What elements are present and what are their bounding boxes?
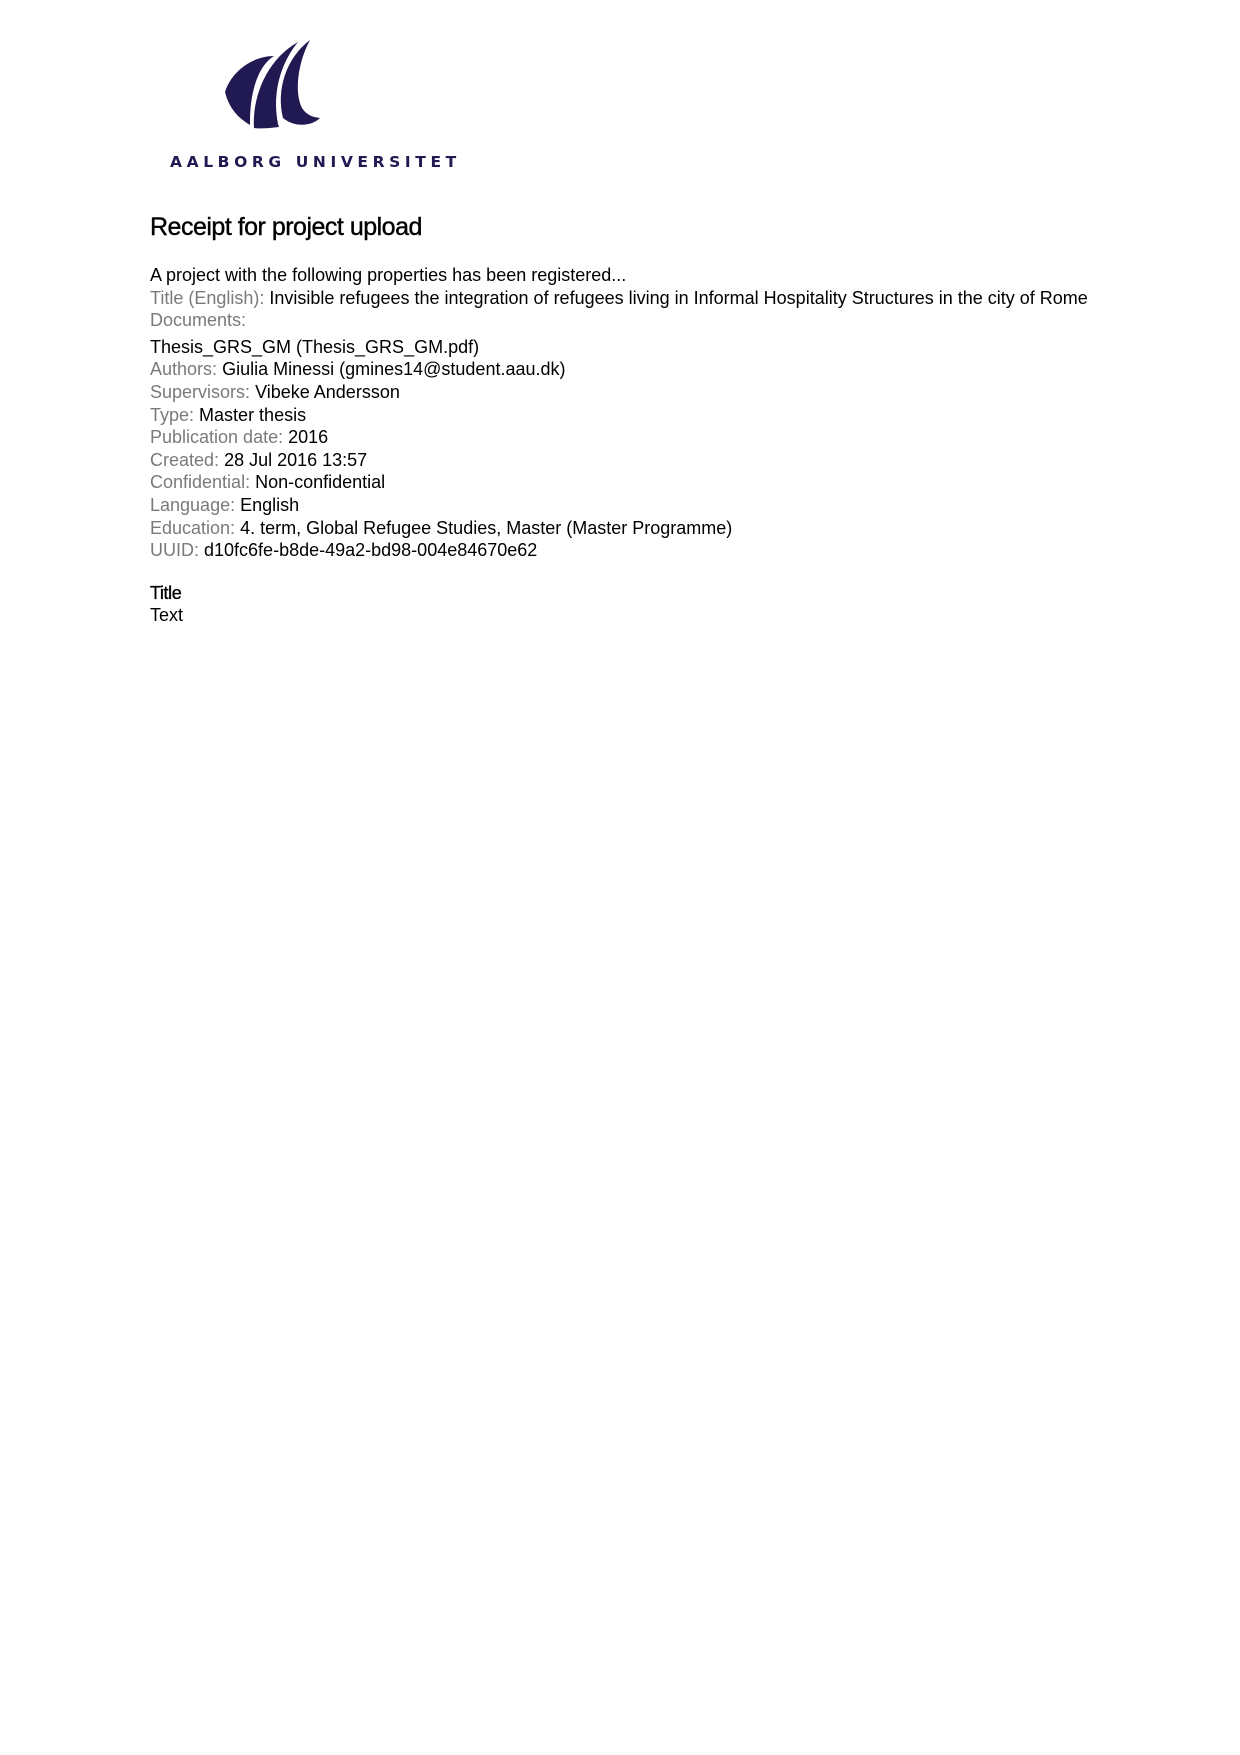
type-value: Master thesis — [199, 404, 307, 425]
type-label: Type: — [150, 404, 195, 425]
page-title: Receipt for project upload — [150, 213, 422, 241]
education-row — [150, 517, 1210, 540]
university-logo — [170, 40, 461, 175]
language-label: Language: — [150, 494, 236, 515]
uuid-label: UUID: — [150, 540, 199, 561]
authors-row — [150, 358, 1210, 381]
logo-text: AALBORG UNIVERSITET — [170, 153, 461, 171]
education-value: 4. term, Global Refugee Studies, Master (Master Programme) — [240, 517, 733, 538]
receipt-content — [150, 210, 1210, 626]
education-label: Education: — [150, 517, 236, 538]
language-value: English — [240, 494, 300, 515]
created-row — [150, 449, 1210, 472]
document-entry[interactable]: Thesis_GRS_GM (Thesis_GRS_GM.pdf) — [150, 336, 480, 357]
publication-date-value: 2016 — [288, 427, 329, 448]
intro-text: A project with the following properties has been registered... — [150, 265, 627, 285]
documents-label: Documents: — [150, 310, 247, 331]
confidential-row — [150, 471, 1210, 494]
publication-date-row — [150, 426, 1210, 449]
authors-value: Giulia Minessi (gmines14@student.aau.dk) — [222, 359, 566, 380]
publication-date-label: Publication date: — [150, 427, 284, 448]
section-text: Text — [150, 604, 184, 625]
supervisors-value: Vibeke Andersson — [255, 381, 400, 402]
documents-row — [150, 309, 1210, 332]
confidential-label: Confidential: — [150, 472, 251, 493]
title-english-row — [150, 287, 1210, 310]
title-english-label: Title (English): — [150, 287, 265, 308]
uuid-value: d10fc6fe-b8de-49a2-bd98-004e84670e62 — [204, 540, 538, 561]
language-row — [150, 494, 1210, 517]
supervisors-label: Supervisors: — [150, 381, 251, 402]
aau-wave-icon — [170, 40, 420, 150]
title-english-value: Invisible refugees the integration of refugees living in Informal Hospitality Structures in the city of Rome — [269, 287, 1088, 308]
authors-label: Authors: — [150, 359, 218, 380]
created-label: Created: — [150, 449, 220, 470]
confidential-value: Non-confidential — [255, 472, 386, 493]
supervisors-row — [150, 381, 1210, 404]
created-value: 28 Jul 2016 13:57 — [224, 449, 368, 470]
uuid-row — [150, 539, 1210, 562]
section-title: Title — [150, 582, 182, 603]
type-row — [150, 404, 1210, 427]
